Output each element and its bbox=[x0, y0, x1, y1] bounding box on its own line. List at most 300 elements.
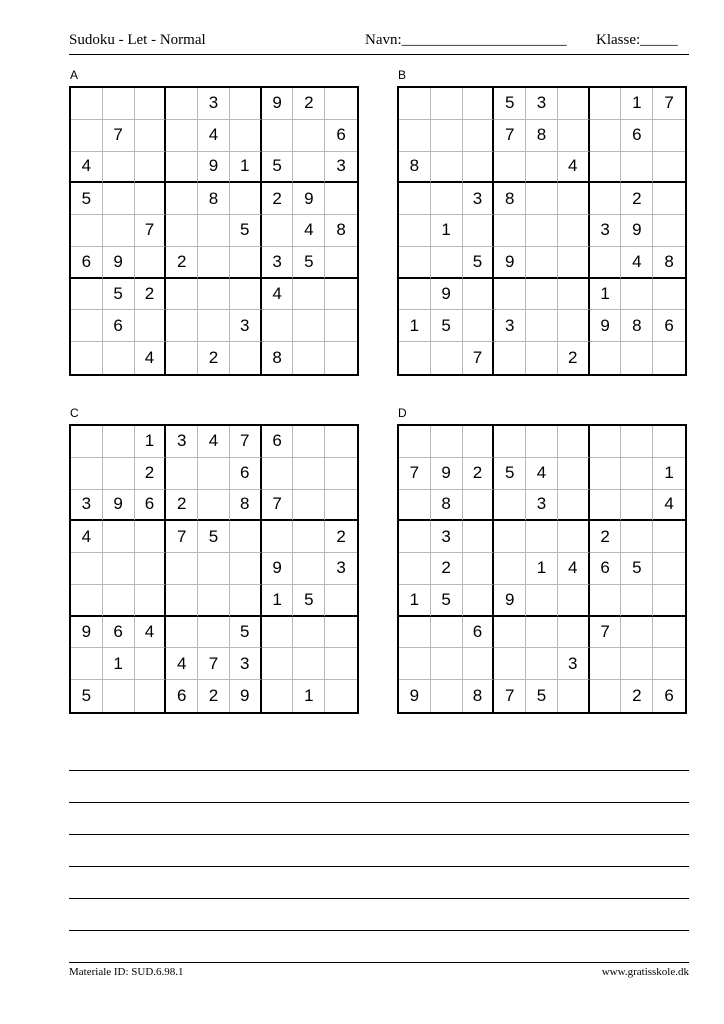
sudoku-cell[interactable]: 4 bbox=[653, 490, 685, 522]
sudoku-cell[interactable] bbox=[590, 490, 622, 522]
sudoku-cell[interactable] bbox=[463, 120, 495, 152]
sudoku-cell[interactable] bbox=[590, 88, 622, 120]
sudoku-cell[interactable]: 4 bbox=[198, 426, 230, 458]
sudoku-cell[interactable] bbox=[399, 426, 431, 458]
sudoku-cell[interactable] bbox=[198, 553, 230, 585]
sudoku-cell[interactable]: 9 bbox=[494, 247, 526, 279]
sudoku-cell[interactable]: 3 bbox=[230, 648, 262, 680]
sudoku-grid-c[interactable] bbox=[69, 424, 359, 714]
sudoku-cell[interactable] bbox=[325, 342, 357, 374]
sudoku-cell[interactable] bbox=[103, 152, 135, 184]
sudoku-cell[interactable] bbox=[526, 521, 558, 553]
sudoku-cell[interactable]: 6 bbox=[325, 120, 357, 152]
sudoku-cell[interactable]: 1 bbox=[653, 458, 685, 490]
sudoku-cell[interactable] bbox=[71, 426, 103, 458]
sudoku-cell[interactable] bbox=[621, 585, 653, 617]
sudoku-cell[interactable]: 2 bbox=[590, 521, 622, 553]
sudoku-cell[interactable] bbox=[558, 426, 590, 458]
sudoku-cell[interactable]: 2 bbox=[463, 458, 495, 490]
sudoku-cell[interactable] bbox=[103, 183, 135, 215]
sudoku-cell[interactable] bbox=[463, 521, 495, 553]
sudoku-cell[interactable] bbox=[399, 617, 431, 649]
sudoku-cell[interactable]: 2 bbox=[325, 521, 357, 553]
sudoku-cell[interactable]: 8 bbox=[494, 183, 526, 215]
sudoku-cell[interactable] bbox=[653, 585, 685, 617]
sudoku-cell[interactable]: 2 bbox=[558, 342, 590, 374]
sudoku-cell[interactable]: 9 bbox=[293, 183, 325, 215]
sudoku-cell[interactable]: 6 bbox=[262, 426, 294, 458]
sudoku-cell[interactable] bbox=[590, 458, 622, 490]
sudoku-cell[interactable]: 1 bbox=[103, 648, 135, 680]
sudoku-cell[interactable] bbox=[621, 521, 653, 553]
sudoku-cell[interactable] bbox=[230, 183, 262, 215]
sudoku-cell[interactable]: 1 bbox=[262, 585, 294, 617]
sudoku-cell[interactable] bbox=[431, 183, 463, 215]
sudoku-cell[interactable]: 4 bbox=[198, 120, 230, 152]
sudoku-cell[interactable]: 5 bbox=[198, 521, 230, 553]
sudoku-cell[interactable] bbox=[431, 152, 463, 184]
sudoku-cell[interactable] bbox=[166, 152, 198, 184]
sudoku-cell[interactable] bbox=[399, 120, 431, 152]
sudoku-cell[interactable]: 7 bbox=[262, 490, 294, 522]
sudoku-cell[interactable]: 5 bbox=[262, 152, 294, 184]
sudoku-cell[interactable]: 6 bbox=[71, 247, 103, 279]
sudoku-cell[interactable] bbox=[526, 215, 558, 247]
sudoku-cell[interactable] bbox=[293, 458, 325, 490]
sudoku-cell[interactable] bbox=[463, 310, 495, 342]
sudoku-cell[interactable] bbox=[431, 247, 463, 279]
sudoku-cell[interactable]: 6 bbox=[103, 617, 135, 649]
sudoku-cell[interactable] bbox=[135, 120, 167, 152]
sudoku-cell[interactable] bbox=[166, 458, 198, 490]
sudoku-cell[interactable]: 7 bbox=[590, 617, 622, 649]
sudoku-cell[interactable]: 2 bbox=[431, 553, 463, 585]
sudoku-cell[interactable] bbox=[135, 585, 167, 617]
sudoku-cell[interactable] bbox=[399, 490, 431, 522]
sudoku-cell[interactable]: 6 bbox=[103, 310, 135, 342]
sudoku-cell[interactable]: 3 bbox=[325, 553, 357, 585]
sudoku-cell[interactable] bbox=[526, 183, 558, 215]
sudoku-cell[interactable]: 6 bbox=[621, 120, 653, 152]
sudoku-cell[interactable]: 4 bbox=[558, 152, 590, 184]
sudoku-cell[interactable] bbox=[494, 279, 526, 311]
sudoku-cell[interactable] bbox=[590, 152, 622, 184]
sudoku-cell[interactable]: 2 bbox=[621, 183, 653, 215]
sudoku-cell[interactable] bbox=[590, 247, 622, 279]
sudoku-cell[interactable] bbox=[494, 490, 526, 522]
sudoku-cell[interactable]: 7 bbox=[103, 120, 135, 152]
sudoku-cell[interactable] bbox=[494, 426, 526, 458]
sudoku-cell[interactable]: 8 bbox=[262, 342, 294, 374]
sudoku-cell[interactable]: 4 bbox=[621, 247, 653, 279]
sudoku-cell[interactable] bbox=[262, 310, 294, 342]
sudoku-cell[interactable]: 4 bbox=[526, 458, 558, 490]
sudoku-cell[interactable]: 7 bbox=[494, 120, 526, 152]
sudoku-cell[interactable] bbox=[653, 342, 685, 374]
sudoku-cell[interactable] bbox=[262, 648, 294, 680]
sudoku-cell[interactable] bbox=[198, 247, 230, 279]
sudoku-cell[interactable]: 9 bbox=[198, 152, 230, 184]
sudoku-cell[interactable] bbox=[166, 279, 198, 311]
sudoku-cell[interactable] bbox=[399, 88, 431, 120]
sudoku-cell[interactable]: 5 bbox=[230, 617, 262, 649]
sudoku-cell[interactable] bbox=[262, 680, 294, 712]
sudoku-cell[interactable] bbox=[558, 215, 590, 247]
sudoku-cell[interactable]: 6 bbox=[135, 490, 167, 522]
sudoku-cell[interactable]: 5 bbox=[526, 680, 558, 712]
sudoku-cell[interactable]: 8 bbox=[621, 310, 653, 342]
sudoku-cell[interactable] bbox=[293, 310, 325, 342]
sudoku-cell[interactable]: 5 bbox=[494, 88, 526, 120]
sudoku-cell[interactable] bbox=[166, 585, 198, 617]
sudoku-cell[interactable]: 1 bbox=[526, 553, 558, 585]
sudoku-cell[interactable] bbox=[399, 183, 431, 215]
sudoku-cell[interactable]: 8 bbox=[399, 152, 431, 184]
sudoku-cell[interactable] bbox=[558, 183, 590, 215]
sudoku-cell[interactable] bbox=[653, 183, 685, 215]
sudoku-cell[interactable] bbox=[463, 279, 495, 311]
sudoku-cell[interactable] bbox=[621, 490, 653, 522]
sudoku-cell[interactable] bbox=[135, 247, 167, 279]
sudoku-cell[interactable] bbox=[293, 553, 325, 585]
sudoku-cell[interactable]: 5 bbox=[494, 458, 526, 490]
sudoku-cell[interactable] bbox=[230, 279, 262, 311]
sudoku-cell[interactable] bbox=[71, 458, 103, 490]
sudoku-cell[interactable]: 7 bbox=[166, 521, 198, 553]
sudoku-cell[interactable]: 2 bbox=[135, 279, 167, 311]
sudoku-cell[interactable]: 4 bbox=[558, 553, 590, 585]
sudoku-cell[interactable] bbox=[325, 490, 357, 522]
sudoku-cell[interactable] bbox=[463, 88, 495, 120]
sudoku-cell[interactable] bbox=[431, 120, 463, 152]
sudoku-cell[interactable] bbox=[431, 648, 463, 680]
sudoku-cell[interactable] bbox=[103, 215, 135, 247]
sudoku-cell[interactable] bbox=[293, 521, 325, 553]
sudoku-cell[interactable] bbox=[399, 342, 431, 374]
sudoku-cell[interactable]: 5 bbox=[293, 247, 325, 279]
sudoku-cell[interactable] bbox=[590, 585, 622, 617]
sudoku-cell[interactable] bbox=[325, 648, 357, 680]
sudoku-cell[interactable]: 3 bbox=[230, 310, 262, 342]
sudoku-cell[interactable] bbox=[166, 215, 198, 247]
sudoku-cell[interactable]: 4 bbox=[135, 617, 167, 649]
sudoku-cell[interactable] bbox=[590, 183, 622, 215]
sudoku-cell[interactable] bbox=[526, 617, 558, 649]
sudoku-cell[interactable]: 3 bbox=[71, 490, 103, 522]
sudoku-cell[interactable] bbox=[325, 585, 357, 617]
sudoku-cell[interactable] bbox=[653, 215, 685, 247]
sudoku-cell[interactable] bbox=[653, 426, 685, 458]
sudoku-cell[interactable]: 8 bbox=[230, 490, 262, 522]
sudoku-cell[interactable]: 8 bbox=[198, 183, 230, 215]
sudoku-cell[interactable] bbox=[494, 648, 526, 680]
sudoku-cell[interactable]: 3 bbox=[494, 310, 526, 342]
sudoku-cell[interactable] bbox=[103, 585, 135, 617]
sudoku-cell[interactable] bbox=[71, 88, 103, 120]
sudoku-cell[interactable] bbox=[590, 680, 622, 712]
sudoku-cell[interactable]: 4 bbox=[71, 152, 103, 184]
sudoku-cell[interactable]: 6 bbox=[664, 686, 674, 706]
sudoku-cell[interactable] bbox=[230, 553, 262, 585]
sudoku-cell[interactable]: 3 bbox=[262, 247, 294, 279]
sudoku-grid-a[interactable] bbox=[69, 86, 359, 376]
sudoku-cell[interactable] bbox=[558, 279, 590, 311]
sudoku-cell[interactable]: 1 bbox=[590, 279, 622, 311]
sudoku-cell[interactable] bbox=[135, 553, 167, 585]
sudoku-cell[interactable]: 9 bbox=[590, 310, 622, 342]
sudoku-cell[interactable]: 3 bbox=[558, 648, 590, 680]
sudoku-cell[interactable] bbox=[230, 585, 262, 617]
sudoku-cell[interactable] bbox=[526, 310, 558, 342]
sudoku-cell[interactable] bbox=[325, 617, 357, 649]
sudoku-cell[interactable]: 2 bbox=[198, 342, 230, 374]
sudoku-cell[interactable]: 8 bbox=[653, 247, 685, 279]
sudoku-cell[interactable] bbox=[494, 617, 526, 649]
sudoku-cell[interactable] bbox=[198, 279, 230, 311]
sudoku-cell[interactable] bbox=[166, 617, 198, 649]
sudoku-cell[interactable]: 7 bbox=[494, 680, 526, 712]
sudoku-cell[interactable]: 7 bbox=[198, 648, 230, 680]
sudoku-cell[interactable] bbox=[558, 585, 590, 617]
sudoku-cell[interactable]: 2 bbox=[621, 680, 653, 712]
sudoku-cell[interactable] bbox=[526, 152, 558, 184]
sudoku-cell[interactable]: 9 bbox=[230, 680, 262, 712]
sudoku-cell[interactable] bbox=[103, 680, 135, 712]
sudoku-cell[interactable] bbox=[621, 617, 653, 649]
sudoku-cell[interactable]: 8 bbox=[463, 680, 495, 712]
sudoku-cell[interactable] bbox=[621, 152, 653, 184]
sudoku-cell[interactable]: 4 bbox=[166, 648, 198, 680]
sudoku-cell[interactable] bbox=[262, 458, 294, 490]
sudoku-cell[interactable] bbox=[494, 215, 526, 247]
sudoku-cell[interactable] bbox=[494, 152, 526, 184]
sudoku-cell[interactable] bbox=[230, 342, 262, 374]
sudoku-cell[interactable] bbox=[621, 648, 653, 680]
sudoku-cell[interactable] bbox=[103, 521, 135, 553]
sudoku-cell[interactable]: 9 bbox=[71, 617, 103, 649]
sudoku-cell[interactable]: 5 bbox=[463, 247, 495, 279]
sudoku-cell[interactable]: 7 bbox=[135, 215, 167, 247]
sudoku-cell[interactable] bbox=[653, 553, 685, 585]
sudoku-cell[interactable] bbox=[463, 426, 495, 458]
sudoku-cell[interactable]: 5 bbox=[431, 585, 463, 617]
sudoku-cell[interactable] bbox=[558, 88, 590, 120]
sudoku-cell[interactable] bbox=[198, 310, 230, 342]
sudoku-cell[interactable]: 5 bbox=[293, 585, 325, 617]
sudoku-cell[interactable]: 8 bbox=[526, 120, 558, 152]
sudoku-cell[interactable] bbox=[103, 458, 135, 490]
sudoku-cell[interactable] bbox=[166, 553, 198, 585]
sudoku-cell[interactable] bbox=[653, 120, 685, 152]
sudoku-cell[interactable]: 3 bbox=[198, 88, 230, 120]
sudoku-cell[interactable] bbox=[293, 617, 325, 649]
sudoku-cell[interactable] bbox=[653, 152, 685, 184]
sudoku-cell[interactable] bbox=[399, 215, 431, 247]
sudoku-cell[interactable] bbox=[262, 120, 294, 152]
sudoku-cell[interactable] bbox=[135, 183, 167, 215]
sudoku-cell[interactable] bbox=[166, 88, 198, 120]
sudoku-cell[interactable]: 1 bbox=[230, 152, 262, 184]
sudoku-cell[interactable]: 9 bbox=[431, 279, 463, 311]
sudoku-cell[interactable] bbox=[71, 585, 103, 617]
sudoku-cell[interactable] bbox=[558, 458, 590, 490]
sudoku-cell[interactable]: 5 bbox=[71, 183, 103, 215]
sudoku-cell[interactable] bbox=[293, 342, 325, 374]
sudoku-cell[interactable] bbox=[526, 247, 558, 279]
sudoku-cell[interactable] bbox=[293, 648, 325, 680]
sudoku-cell[interactable] bbox=[526, 279, 558, 311]
sudoku-cell[interactable] bbox=[198, 585, 230, 617]
sudoku-cell[interactable] bbox=[262, 521, 294, 553]
sudoku-cell[interactable] bbox=[166, 342, 198, 374]
sudoku-cell[interactable] bbox=[230, 247, 262, 279]
sudoku-cell[interactable] bbox=[590, 648, 622, 680]
sudoku-cell[interactable] bbox=[325, 88, 357, 120]
sudoku-cell[interactable] bbox=[558, 120, 590, 152]
sudoku-cell[interactable] bbox=[325, 279, 357, 311]
class-field[interactable]: Klasse:_____ bbox=[596, 32, 678, 48]
sudoku-cell[interactable]: 5 bbox=[431, 310, 463, 342]
sudoku-cell[interactable] bbox=[325, 680, 357, 712]
sudoku-cell[interactable] bbox=[494, 553, 526, 585]
sudoku-cell[interactable]: 2 bbox=[166, 490, 198, 522]
sudoku-cell[interactable] bbox=[653, 617, 685, 649]
sudoku-cell[interactable] bbox=[463, 215, 495, 247]
sudoku-cell[interactable] bbox=[293, 279, 325, 311]
sudoku-cell[interactable] bbox=[71, 648, 103, 680]
sudoku-cell[interactable] bbox=[71, 342, 103, 374]
sudoku-cell[interactable]: 4 bbox=[293, 215, 325, 247]
sudoku-cell[interactable] bbox=[463, 152, 495, 184]
sudoku-cell[interactable] bbox=[103, 553, 135, 585]
sudoku-cell[interactable]: 1 bbox=[399, 310, 431, 342]
sudoku-cell[interactable]: 4 bbox=[135, 342, 167, 374]
sudoku-cell[interactable] bbox=[431, 342, 463, 374]
sudoku-cell[interactable] bbox=[166, 310, 198, 342]
sudoku-cell[interactable] bbox=[198, 490, 230, 522]
sudoku-cell[interactable] bbox=[590, 120, 622, 152]
sudoku-cell[interactable] bbox=[653, 521, 685, 553]
sudoku-cell[interactable] bbox=[198, 617, 230, 649]
sudoku-cell[interactable] bbox=[431, 88, 463, 120]
sudoku-cell[interactable]: 1 bbox=[135, 426, 167, 458]
sudoku-cell[interactable] bbox=[463, 490, 495, 522]
sudoku-cell[interactable] bbox=[325, 247, 357, 279]
sudoku-cell[interactable] bbox=[653, 648, 685, 680]
sudoku-cell[interactable] bbox=[166, 183, 198, 215]
sudoku-cell[interactable] bbox=[621, 426, 653, 458]
sudoku-cell[interactable] bbox=[135, 88, 167, 120]
sudoku-cell[interactable] bbox=[526, 342, 558, 374]
name-field[interactable]: Navn:______________________ bbox=[365, 32, 567, 48]
sudoku-cell[interactable]: 9 bbox=[431, 458, 463, 490]
sudoku-cell[interactable]: 3 bbox=[166, 426, 198, 458]
sudoku-cell[interactable]: 2 bbox=[262, 183, 294, 215]
sudoku-cell[interactable] bbox=[463, 585, 495, 617]
sudoku-cell[interactable] bbox=[71, 120, 103, 152]
sudoku-cell[interactable]: 9 bbox=[494, 585, 526, 617]
sudoku-cell[interactable]: 7 bbox=[399, 458, 431, 490]
sudoku-cell[interactable] bbox=[431, 617, 463, 649]
sudoku-cell[interactable]: 9 bbox=[103, 247, 135, 279]
sudoku-cell[interactable] bbox=[293, 490, 325, 522]
sudoku-cell[interactable]: 9 bbox=[399, 680, 431, 712]
sudoku-cell[interactable] bbox=[431, 426, 463, 458]
sudoku-cell[interactable] bbox=[293, 426, 325, 458]
sudoku-cell[interactable] bbox=[103, 88, 135, 120]
sudoku-cell[interactable] bbox=[463, 553, 495, 585]
sudoku-cell[interactable]: 3 bbox=[526, 490, 558, 522]
sudoku-cell[interactable] bbox=[71, 553, 103, 585]
sudoku-cell[interactable]: 7 bbox=[463, 342, 495, 374]
sudoku-cell[interactable] bbox=[558, 247, 590, 279]
sudoku-cell[interactable] bbox=[621, 458, 653, 490]
sudoku-cell[interactable] bbox=[526, 426, 558, 458]
sudoku-cell[interactable]: 6 bbox=[590, 553, 622, 585]
sudoku-cell[interactable] bbox=[230, 120, 262, 152]
sudoku-cell[interactable]: 5 bbox=[71, 680, 103, 712]
sudoku-cell[interactable]: 4 bbox=[71, 521, 103, 553]
sudoku-cell[interactable]: 3 bbox=[590, 215, 622, 247]
sudoku-cell[interactable]: 3 bbox=[325, 152, 357, 184]
sudoku-cell[interactable] bbox=[71, 215, 103, 247]
sudoku-cell[interactable] bbox=[230, 88, 262, 120]
sudoku-cell[interactable]: 1 bbox=[399, 585, 431, 617]
sudoku-cell[interactable]: 8 bbox=[325, 215, 357, 247]
sudoku-cell[interactable]: 1 bbox=[431, 215, 463, 247]
sudoku-cell[interactable] bbox=[230, 521, 262, 553]
sudoku-cell[interactable] bbox=[431, 680, 463, 712]
sudoku-cell[interactable] bbox=[135, 152, 167, 184]
sudoku-cell[interactable] bbox=[325, 458, 357, 490]
sudoku-cell[interactable] bbox=[103, 342, 135, 374]
sudoku-cell[interactable]: 2 bbox=[293, 88, 325, 120]
sudoku-cell[interactable] bbox=[590, 342, 622, 374]
sudoku-cell[interactable] bbox=[463, 648, 495, 680]
sudoku-cell[interactable] bbox=[399, 553, 431, 585]
sudoku-cell[interactable]: 7 bbox=[230, 426, 262, 458]
sudoku-cell[interactable]: 5 bbox=[230, 215, 262, 247]
sudoku-cell[interactable]: 9 bbox=[103, 490, 135, 522]
sudoku-cell[interactable]: 9 bbox=[262, 88, 294, 120]
sudoku-cell[interactable]: 6 bbox=[166, 680, 198, 712]
sudoku-cell[interactable]: 4 bbox=[262, 279, 294, 311]
sudoku-cell[interactable]: 3 bbox=[526, 88, 558, 120]
sudoku-grid-b[interactable] bbox=[397, 86, 687, 376]
sudoku-cell[interactable] bbox=[135, 521, 167, 553]
sudoku-cell[interactable] bbox=[399, 247, 431, 279]
sudoku-cell[interactable] bbox=[558, 680, 590, 712]
sudoku-grid-d[interactable] bbox=[397, 424, 687, 714]
sudoku-cell[interactable] bbox=[558, 521, 590, 553]
sudoku-cell[interactable]: 9 bbox=[621, 215, 653, 247]
sudoku-cell[interactable]: 8 bbox=[431, 490, 463, 522]
sudoku-cell[interactable]: 2 bbox=[135, 458, 167, 490]
sudoku-cell[interactable] bbox=[71, 310, 103, 342]
website-link[interactable]: www.gratisskole.dk bbox=[601, 966, 689, 978]
sudoku-cell[interactable]: 5 bbox=[103, 279, 135, 311]
sudoku-cell[interactable] bbox=[262, 617, 294, 649]
sudoku-cell[interactable] bbox=[293, 152, 325, 184]
sudoku-cell[interactable] bbox=[325, 310, 357, 342]
sudoku-cell[interactable] bbox=[558, 490, 590, 522]
sudoku-cell[interactable]: 5 bbox=[621, 553, 653, 585]
sudoku-cell[interactable] bbox=[399, 648, 431, 680]
sudoku-cell[interactable] bbox=[399, 521, 431, 553]
sudoku-cell[interactable] bbox=[166, 120, 198, 152]
sudoku-cell[interactable] bbox=[558, 310, 590, 342]
sudoku-cell[interactable] bbox=[621, 342, 653, 374]
